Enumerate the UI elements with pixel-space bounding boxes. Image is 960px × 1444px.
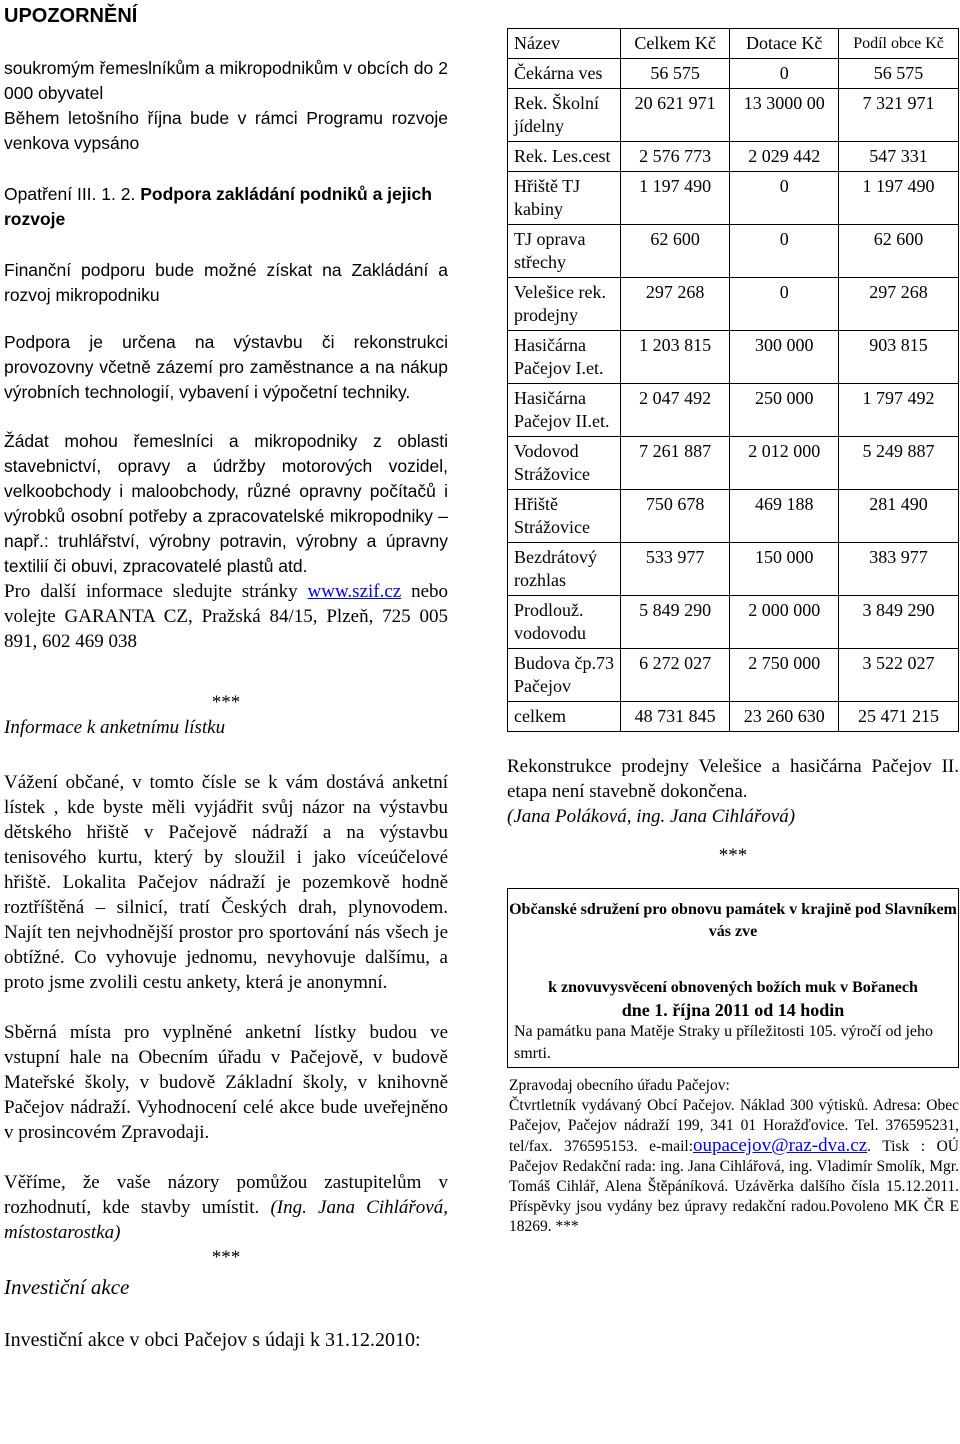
total-name: celkem [508, 702, 621, 732]
left-column [4, 0, 448, 1353]
row-total: 2 576 773 [621, 142, 730, 172]
row-subsidy: 0 [730, 278, 839, 331]
table-row [508, 384, 959, 437]
row-total: 1 197 490 [621, 172, 730, 225]
row-subsidy: 0 [730, 172, 839, 225]
row-name: TJ oprava střechy [508, 225, 621, 278]
table-row [508, 543, 959, 596]
row-total: 297 268 [621, 278, 730, 331]
row-total: 6 272 027 [621, 649, 730, 702]
invitation-memory: Na památku pana Matěje Straky u příležitosti 105. výročí od jeho smrti. [514, 1023, 933, 1062]
row-name: Bezdrátový rozhlas [508, 543, 621, 596]
table-row [508, 278, 959, 331]
row-total: 56 575 [621, 59, 730, 89]
collection-paragraph: Sběrná místa pro vyplněné anketní lístky budou ve vstupní hale na Obecním úřadu v Pačejově, v budově Mateřské školy, v budově Základní školy, v knihovně Pačejov nádraží. Vyhodnocení celé akce bude uveřejněno v prosincovém Zpravodaji. [4, 1022, 448, 1143]
row-total: 62 600 [621, 225, 730, 278]
table-row [508, 437, 959, 490]
table-total-row [508, 702, 959, 732]
row-share: 1 797 492 [839, 384, 959, 437]
imprint-text-2: . Tisk : OÚ Pačejov Redakční rada: ing. Jana Cihlářová, ing. Vladimír Smolík, Mgr. Tomáš Cihlář, Alena Štěpáníková. Uzávěrka dalšího čísla 15.12.2011. Příspěvky jsou vydány bez úpravy redakční radou.Povoleno MK ČR E 18269. *** [509, 1138, 959, 1235]
row-name: Čekárna ves [508, 59, 621, 89]
row-total: 2 047 492 [621, 384, 730, 437]
row-subsidy: 469 188 [730, 490, 839, 543]
imprint [507, 1076, 959, 1237]
table-row [508, 490, 959, 543]
contact-text: Pro další informace sledujte stránky [4, 581, 308, 602]
row-subsidy: 2 000 000 [730, 596, 839, 649]
row-share: 3 522 027 [839, 649, 959, 702]
row-subsidy: 250 000 [730, 384, 839, 437]
row-name: Hasičárna Pačejov I.et. [508, 331, 621, 384]
intro-text: soukromým řemeslníkům a mikropodnikům v obcích do 2 000 obyvatel [4, 58, 448, 103]
row-total: 533 977 [621, 543, 730, 596]
measure-title: Podpora zakládání podniků a jejich rozvoje [4, 184, 432, 229]
invitation-event: k znovuvysvěcení obnovených božích muk v Bořanech [548, 979, 918, 996]
row-share: 903 815 [839, 331, 959, 384]
row-share: 56 575 [839, 59, 959, 89]
row-name: Velešice rek. prodejny [508, 278, 621, 331]
row-name: Hřiště TJ kabiny [508, 172, 621, 225]
invitation-org: Občanské sdružení pro obnovu památek v krajině pod Slavníkem vás zve [509, 901, 957, 940]
measure-paragraph [4, 182, 448, 232]
measure-code: Opatření III. 1. 2. [4, 184, 136, 204]
intro-paragraph [4, 56, 448, 156]
imprint-text: Čtvrtletník vydávaný Obcí Pačejov. Náklad 300 výtisků. Adresa: Obec Pačejov, Pačejov nádraží 199, 341 01 Horažďovice. Tel. 376595231, tel/fax. 376595153. e-mail: [509, 1097, 959, 1155]
closing-text: Věříme, že vaše názory pomůžou zastupitelům v rozhodnutí, kde stavby umístit. [4, 1172, 448, 1218]
row-name: Budova čp.73 Pačejov [508, 649, 621, 702]
row-subsidy: 2 012 000 [730, 437, 839, 490]
survey-paragraph: Vážení občané, v tomto čísle se k vám dostává anketní lístek , kde byste měli vyjádřit svůj názor na výstavbu dětského hřiště v Pačejově nádraží a na výstavbu tenisového kurtu, který by sloužil i jako víceúčelové hřiště. Lokalita Pačejov nádraží je pozemkově hodně roztříštěná – silnicí, tratí Českých drah, plynovodem. Najít ten nejvhodnější prostor pro sportování nás všech je obtížné. Co vyhovuje jednomu, nevyhovuje dalšímu, a proto jsme zvolili cestu ankety, která je anonymní. [4, 772, 448, 993]
header-subsidy: Dotace Kč [730, 29, 839, 59]
row-share: 7 321 971 [839, 89, 959, 142]
header-share: Podíl obce Kč [839, 29, 959, 59]
construction-note: Rekonstrukce prodejny Velešice a hasičárna Pačejov II. etapa není stavebně dokončena. [507, 756, 959, 802]
separator-stars: *** [211, 692, 241, 713]
investment-intro: Investiční akce v obci Pačejov s údaji k 31.12.2010: [4, 1329, 421, 1351]
row-name: Vodovod Strážovice [508, 437, 621, 490]
warning-title: UPOZORNĚNÍ [4, 5, 138, 27]
row-name: Rek. Les.cest [508, 142, 621, 172]
contact-paragraph [4, 579, 448, 654]
row-name: Rek. Školní jídelny [508, 89, 621, 142]
row-share: 62 600 [839, 225, 959, 278]
row-share: 3 849 290 [839, 596, 959, 649]
survey-heading: Informace k anketnímu lístku [4, 717, 226, 738]
row-name: Hasičárna Pačejov II.et. [508, 384, 621, 437]
table-row [508, 225, 959, 278]
row-subsidy: 0 [730, 225, 839, 278]
table-row [508, 331, 959, 384]
row-total: 750 678 [621, 490, 730, 543]
row-subsidy: 0 [730, 59, 839, 89]
purpose-paragraph: Podpora je určena na výstavbu či rekonstrukci provozovny včetně zázemí pro zaměstnance a na nákup výrobních technologií, vybavení i výpočetní techniky. [4, 332, 448, 402]
row-name: Prodlouž. vodovodu [508, 596, 621, 649]
szif-link[interactable]: www.szif.cz [307, 581, 402, 602]
total-share: 25 471 215 [839, 702, 959, 732]
right-column [507, 28, 959, 1237]
construction-note-signature: (Jana Poláková, ing. Jana Cihlářová) [507, 806, 796, 827]
row-total: 1 203 815 [621, 331, 730, 384]
support-paragraph: Finanční podporu bude možné získat na Zakládání a rozvoj mikropodniku [4, 260, 448, 305]
row-share: 5 249 887 [839, 437, 959, 490]
row-subsidy: 2 029 442 [730, 142, 839, 172]
row-name: Hřiště Strážovice [508, 490, 621, 543]
row-subsidy: 2 750 000 [730, 649, 839, 702]
invitation-date: dne 1. října 2011 od 14 hodin [621, 1000, 845, 1020]
table-row [508, 596, 959, 649]
intro-text-2: Během letošního října bude v rámci Programu rozvoje venkova vypsáno [4, 108, 448, 153]
eligibility-paragraph: Žádat mohou řemeslníci a mikropodniky z oblasti stavebnictví, opravy a údržby motorových vozidel, velkoobchody i maloobchody, různé opravny počítačů i výrobků osobní potřeby a zpracovatelské mikropodniky – např.: truhlářství, výrobny potravin, výrobny a úpravny textilií či obuvi, zpracovatelé plastů atd. [4, 431, 448, 576]
invitation-box [507, 888, 959, 1068]
header-name: Název [508, 29, 621, 59]
row-total: 20 621 971 [621, 89, 730, 142]
table-row [508, 649, 959, 702]
imprint-body [509, 1096, 959, 1237]
row-subsidy: 13 3000 00 [730, 89, 839, 142]
row-subsidy: 150 000 [730, 543, 839, 596]
closing-paragraph [4, 1170, 448, 1245]
total-subsidy: 23 260 630 [730, 702, 839, 732]
total-total: 48 731 845 [621, 702, 730, 732]
table-row [508, 59, 959, 89]
row-subsidy: 300 000 [730, 331, 839, 384]
separator-stars-3: *** [718, 845, 748, 866]
closing-signature: (Ing. Jana Cihlářová, místostarostka) [4, 1197, 448, 1243]
table-row [508, 89, 959, 142]
row-share: 281 490 [839, 490, 959, 543]
separator-stars-2: *** [211, 1247, 241, 1268]
table-header-row [508, 29, 959, 59]
row-total: 7 261 887 [621, 437, 730, 490]
email-link[interactable]: oupacejov@raz-dva.cz [693, 1135, 868, 1156]
row-total: 5 849 290 [621, 596, 730, 649]
investment-heading: Investiční akce [4, 1275, 130, 1299]
row-share: 297 268 [839, 278, 959, 331]
contact-text-2: nebo volejte GARANTA CZ, Pražská 84/15, Plzeň, 725 005 891, 602 469 038 [4, 581, 449, 652]
row-share: 1 197 490 [839, 172, 959, 225]
row-share: 383 977 [839, 543, 959, 596]
row-share: 547 331 [839, 142, 959, 172]
imprint-title: Zpravodaj obecního úřadu Pačejov: [509, 1077, 730, 1094]
header-total: Celkem Kč [621, 29, 730, 59]
table-row [508, 142, 959, 172]
table-row [508, 172, 959, 225]
investment-table [507, 28, 959, 732]
